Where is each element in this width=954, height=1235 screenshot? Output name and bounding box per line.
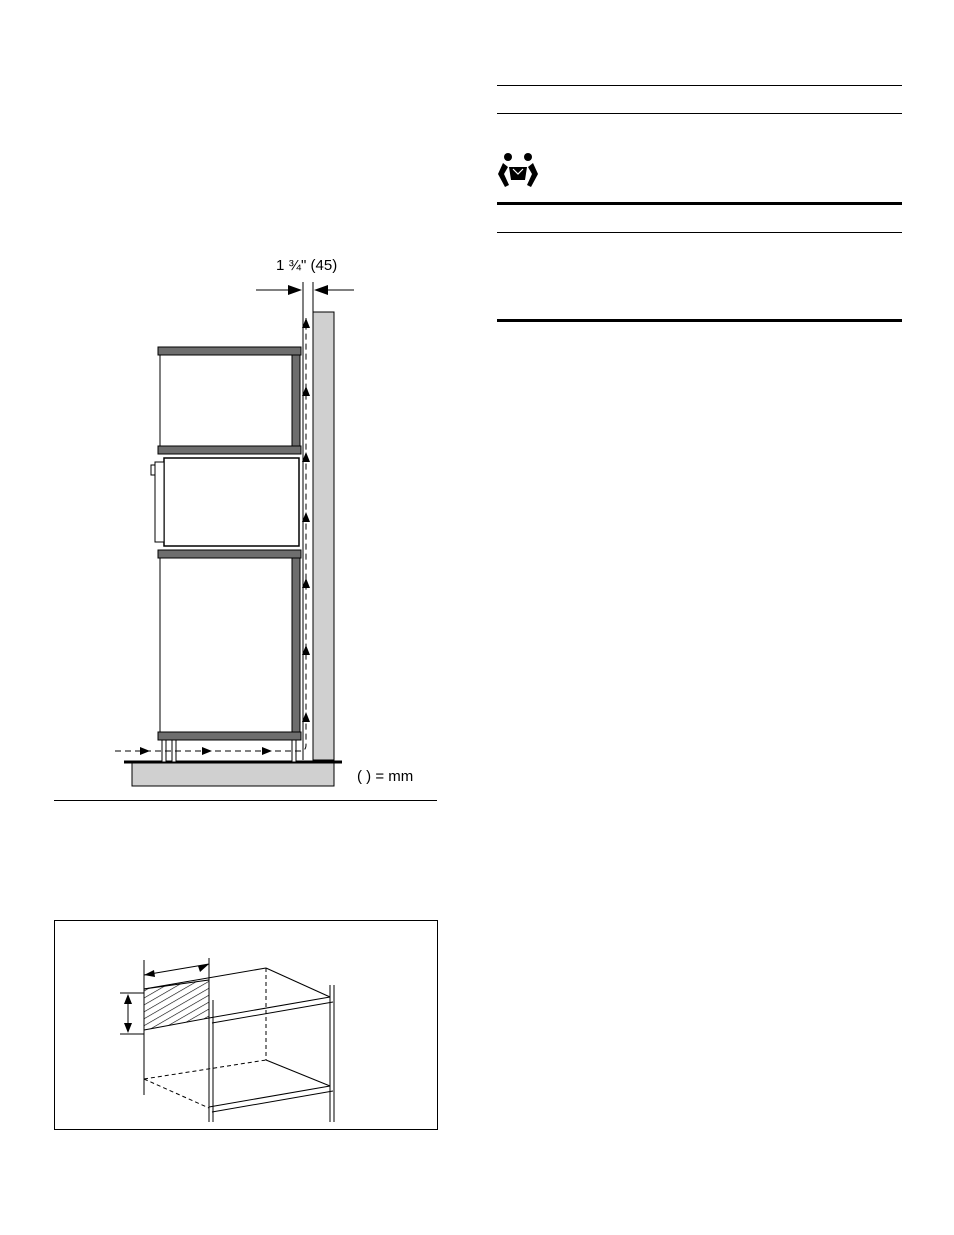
two-person-lift-icon [495,152,541,190]
top-rule-2 [497,113,902,114]
warning-rule-thick-top [497,202,902,205]
warning-rule-thick-bottom [497,319,902,322]
unit-note-label: ( ) = mm [357,768,414,785]
clearance-dimension-label: 1 ¾" (45) [276,257,338,274]
top-rule-1 [497,85,902,86]
warning-rule-thin [497,232,902,233]
